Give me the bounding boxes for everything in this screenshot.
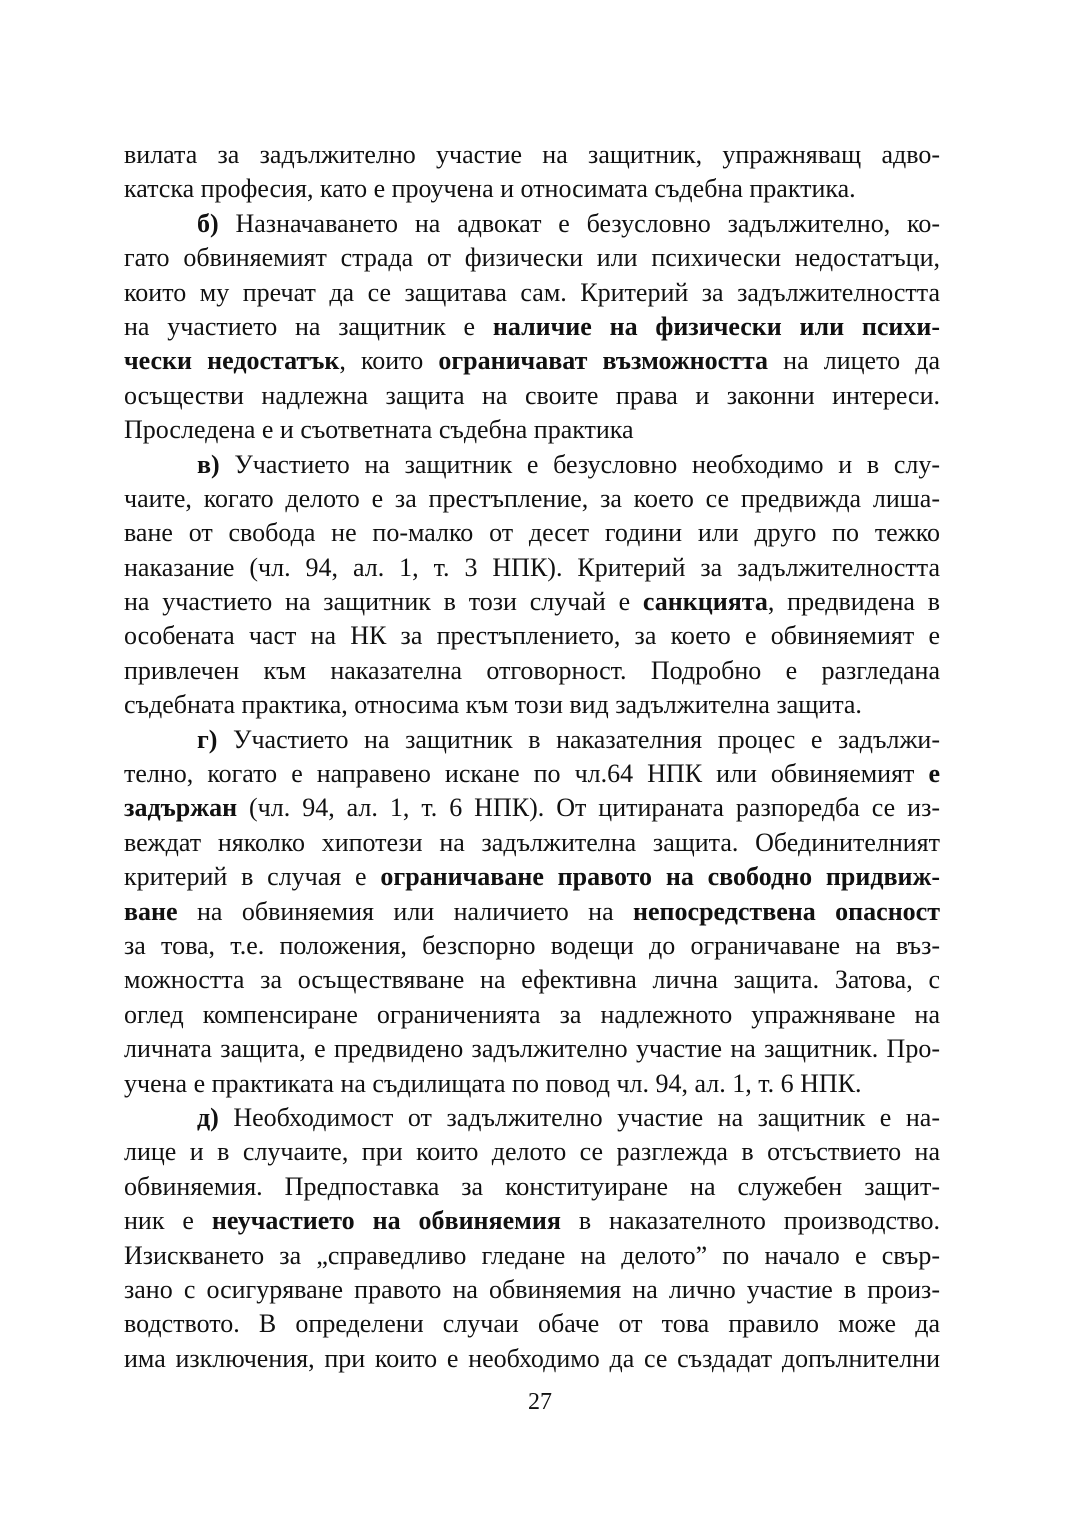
bold-text: г) [197,724,218,754]
text-line [124,826,940,860]
text-segment: чаите, когато делото е за престъпление, за което се предвижда лиша- [124,483,940,513]
text-line [124,172,940,206]
text-segment: Изискването за „справедливо гледане на делото” по начало е свър- [124,1240,940,1270]
bold-text: непосредствена опасност [633,896,940,926]
text-line [124,516,940,550]
text-segment: учена е практиката на съдилищата по повод чл. 94, ал. 1, т. 6 НПК. [124,1068,862,1098]
text-line [124,1342,940,1376]
text-line [124,1273,940,1307]
text-line [124,276,940,310]
bold-text: ограничават възможността [438,346,769,376]
text-segment: оглед компенсиране ограниченията за надлежното упражняване на [124,999,940,1029]
text-line [124,138,940,172]
bold-text: ограничаване правото на свободно придвиж- [380,862,940,892]
text-segment: обвиняемия. Предпоставка за конституиране на служебен защит- [124,1171,940,1201]
bold-text: б) [197,208,219,238]
text-segment: на участието на защитник в този случай е [124,587,643,617]
text-segment: (чл. 94, ал. 1, т. 6 НПК). От цитираната разпоредба се из- [237,793,940,823]
text-segment: , предвидена в [767,587,940,617]
text-segment: критерий в случая е [124,862,381,892]
text-segment: можността за осъществяване на ефективна лична защита. Затова, с [124,965,940,995]
bold-text: д) [197,1102,219,1132]
text-segment: осъществи надлежна защита на своите права и законни интереси. [124,380,940,410]
text-segment: които му пречат да се защитава сам. Критерий за задължителността [124,277,940,307]
bold-text: чески недостатък [124,346,340,376]
text-line [124,1204,940,1238]
bold-text: санкцията [642,587,768,617]
text-line [124,1067,940,1101]
text-segment: гато обвиняемият страда от физически или психически недостатъци, [124,243,940,273]
bold-text: наличие на физически или психи- [492,311,940,341]
text-line [124,860,940,894]
text-line [124,895,940,929]
text-segment: има изключения, при които е необходимо да се създадат допълнителни [124,1343,940,1373]
text-segment: Участието на защитник в наказателния процес е задължи- [217,724,940,754]
text-segment: водството. В определени случаи обаче от това правило може да [124,1309,940,1339]
text-segment: на лицето да [768,346,940,376]
text-segment: Необходимост от задължително участие на защитник е на- [218,1102,940,1132]
bold-text: ване [124,896,178,926]
text-line [124,723,940,757]
text-line [124,310,940,344]
text-segment: лице и в случаите, при които делото се разглежда в отсъствието на [124,1137,940,1167]
text-segment: на участието на защитник е [124,311,493,341]
text-segment: на обвиняемия или наличието на [177,896,634,926]
text-line [124,344,940,378]
document-body [124,138,940,1376]
text-line [124,688,940,722]
text-segment: личната защита, е предвидено задължително участие на защитник. Про- [124,1034,940,1064]
text-line [124,929,940,963]
bold-text: е [928,759,940,789]
text-line [124,791,940,825]
text-segment: Участието на защитник е безусловно необходимо и в слу- [219,449,940,479]
text-line [124,619,940,653]
text-line [124,1135,940,1169]
text-line [124,1307,940,1341]
text-segment: ник е [124,1206,212,1236]
text-line [124,551,940,585]
text-segment: катска професия, като е проучена и относимата съдебна практика. [124,174,856,204]
bold-text: в) [197,449,220,479]
text-line [124,998,940,1032]
text-line [124,379,940,413]
text-segment: съдебната практика, относима към този вид задължителна защита. [124,690,862,720]
text-segment: ване от свобода не по-малко от десет години или друго по тежко [124,518,940,548]
bold-text: неучастието на обвиняемия [211,1206,561,1236]
text-line [124,482,940,516]
text-segment: телно, когато е направено искане по чл.64 НПК или обвиняемият [124,759,929,789]
bold-text: задържан [124,793,238,823]
text-line [124,413,940,447]
text-segment: , които [339,346,439,376]
text-line [124,757,940,791]
text-line [124,241,940,275]
text-line [124,963,940,997]
text-line [124,1239,940,1273]
text-segment: веждат няколко хипотези на задължителна защита. Обединителният [124,827,940,857]
text-line [124,585,940,619]
text-segment: зано с осигуряване правото на обвиняемия на лично участие в произ- [124,1274,940,1304]
text-line [124,207,940,241]
text-segment: наказание (чл. 94, ал. 1, т. 3 НПК). Критерий за задължителността [124,552,940,582]
text-line [124,1101,940,1135]
page-number: 27 [528,1389,552,1415]
text-segment: вилата за задължително участие на защитник, упражняващ адво- [124,140,940,169]
text-segment: в наказателното производство. [560,1206,940,1236]
text-segment: за това, т.е. положения, безспорно водещи до ограничаване на въз- [124,930,940,960]
text-line [124,448,940,482]
text-line [124,1032,940,1066]
text-line [124,1170,940,1204]
text-segment: привлечен към наказателна отговорност. Подробно е разгледана [124,655,940,685]
text-segment: особената част на НК за престъплението, за което е обвиняемият е [124,621,940,651]
text-segment: Проследена е и съответната съдебна практика [124,415,634,445]
text-segment: Назначаването на адвокат е безусловно задължително, ко- [218,208,940,238]
text-line [124,654,940,688]
